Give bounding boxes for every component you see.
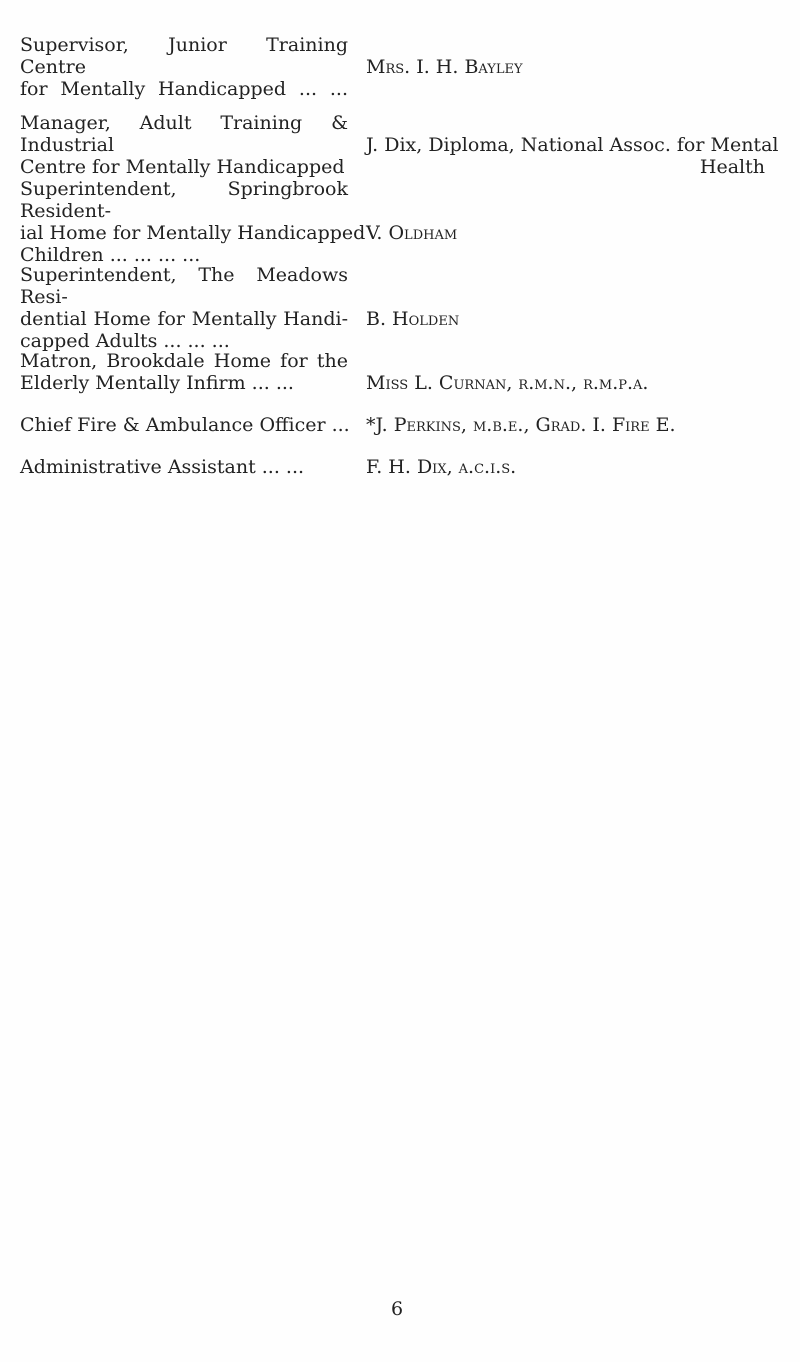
- role-line: Manager, Adult Training & Industrial: [20, 112, 348, 156]
- staff-name: Mrs. I. H. Bayley: [366, 56, 523, 78]
- role-line: Superintendent, The Meadows Resi-: [20, 264, 348, 308]
- role-title: [20, 350, 348, 394]
- role-line: Chief Fire & Ambulance Officer ...: [20, 414, 350, 436]
- staff-name: Miss L. Curnan, r.m.n., r.m.p.a.: [366, 372, 649, 394]
- role-line: Superintendent, Springbrook Resident-: [20, 178, 348, 222]
- role-title: [20, 414, 348, 436]
- role-line: for Mentally Handicapped ... ...: [20, 78, 348, 100]
- staff-name-continuation: Health: [699, 156, 765, 178]
- role-title: [20, 178, 366, 266]
- staff-name: J. Dix, Diploma, National Assoc. for Mental: [366, 134, 779, 156]
- page-number: 6: [391, 1298, 404, 1320]
- role-line: Centre for Mentally Handicapped: [20, 156, 345, 178]
- staff-name: *J. Perkins, m.b.e., Grad. I. Fire E.: [366, 414, 676, 436]
- staff-name: V. Oldham: [366, 222, 458, 244]
- staff-name: B. Holden: [366, 308, 460, 330]
- role-line: ial Home for Mentally Handicapped: [20, 222, 366, 244]
- role-line: Elderly Mentally Infirm ... ...: [20, 372, 294, 394]
- role-line: Administrative Assistant ... ...: [20, 456, 305, 478]
- role-line: capped Adults ... ... ...: [20, 330, 230, 352]
- role-line: Supervisor, Junior Training Centre: [20, 34, 348, 78]
- role-title: [20, 34, 348, 100]
- role-line: Children ... ... ... ...: [20, 244, 201, 266]
- role-line: Matron, Brookdale Home for the: [20, 350, 348, 372]
- role-line: dential Home for Mentally Handi-: [20, 308, 348, 330]
- role-title: [20, 112, 348, 178]
- staff-name: F. H. Dix, a.c.i.s.: [366, 456, 517, 478]
- role-title: [20, 264, 348, 352]
- role-title: [20, 456, 348, 478]
